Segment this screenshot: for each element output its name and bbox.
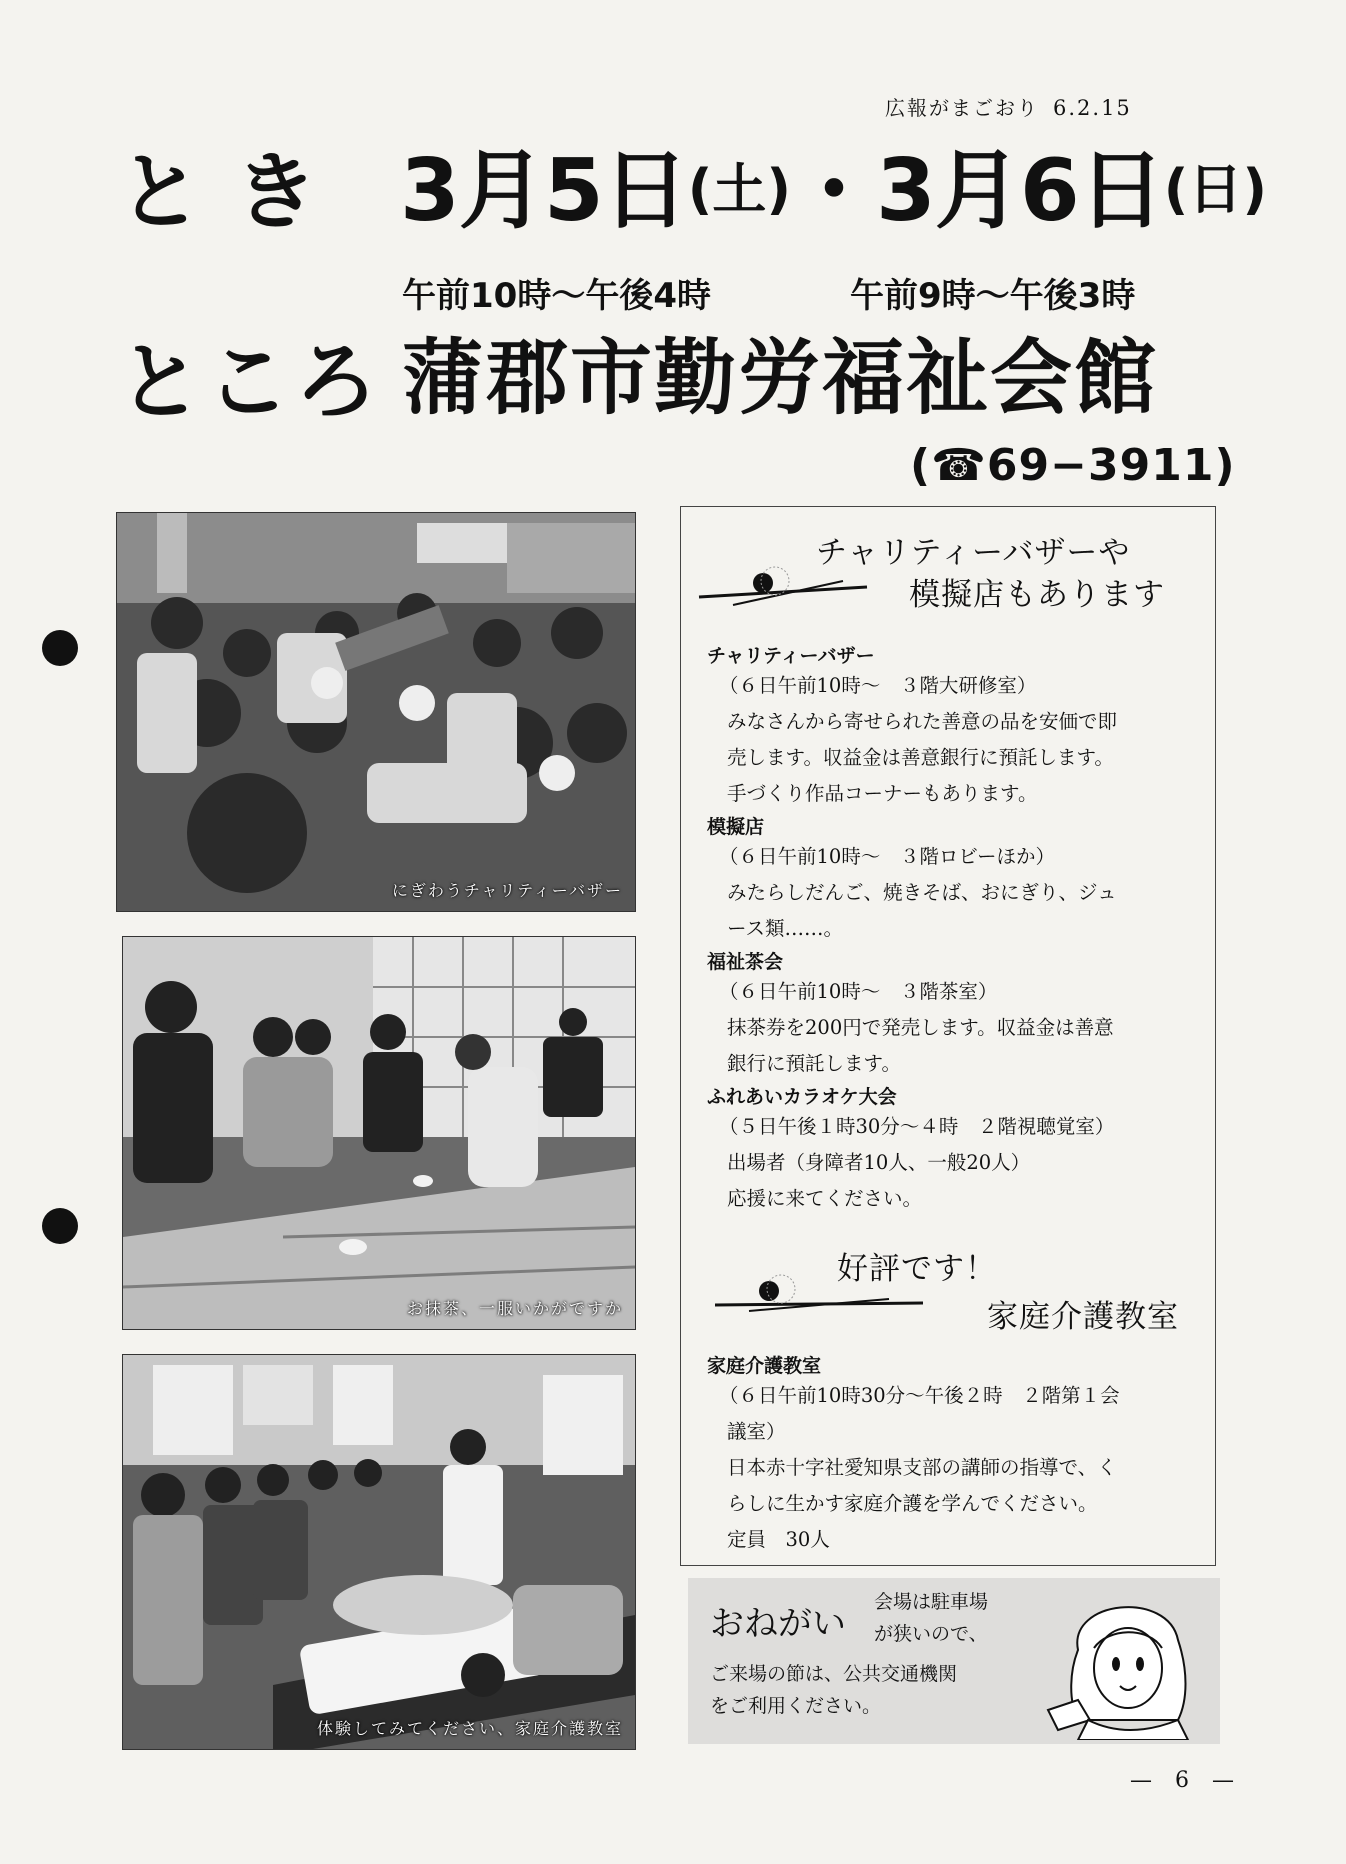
program-item (707, 641, 1207, 812)
program-text: 売します。収益金は善意銀行に預託します。 (727, 746, 1114, 769)
request-box (688, 1578, 1220, 1744)
program-heading: 家庭介護教室 (707, 1355, 822, 1377)
day2-weekday: (日) (1163, 158, 1268, 221)
program-text: 出場者（身障者10人、一般20人） (727, 1151, 1031, 1174)
program-text: らしに生かす家庭介護を学んでください。 (727, 1492, 1098, 1515)
program-heading: 福祉茶会 (707, 951, 784, 973)
program-schedule: （６日午前10時〜 ３階ロビーほか） (719, 845, 1056, 868)
section-title-bazaar: チャリティーバザーや (816, 535, 1131, 571)
program-text: みたらしだんご、焼きそば、おにぎり、ジュ (727, 881, 1117, 904)
section-subtitle-care: 家庭介護教室 (987, 1299, 1179, 1335)
section-title-care: 好評です！ (837, 1251, 997, 1287)
program-schedule: （５日午後１時30分〜４時 ２階視聴覚室） (719, 1115, 1115, 1138)
request-text-line: 会場は駐車場 (874, 1591, 989, 1613)
day2-hours: 午前9時〜午後3時 (850, 276, 1136, 316)
program-heading: 模擬店 (707, 816, 765, 838)
request-text-line: ご来場の節は、公共交通機関 (710, 1663, 958, 1685)
photo-caption: お抹茶、一服いかがですか (406, 1299, 623, 1318)
program-schedule: 議室） (727, 1420, 786, 1443)
issue-date: 6.2.15 (1053, 96, 1132, 120)
binder-hole (42, 630, 78, 666)
request-text-line: が狭いので、 (874, 1623, 988, 1645)
day2: 3月6日 (876, 141, 1164, 241)
event-dates (400, 141, 1268, 241)
program-text: みなさんから寄せられた善意の品を安価で即 (727, 710, 1118, 733)
program-text: 銀行に預託します。 (727, 1052, 901, 1075)
event-info-box (680, 506, 1216, 1566)
page-number: — 6 — (1130, 1768, 1242, 1793)
request-title: おねがい (710, 1604, 846, 1644)
program-schedule: （６日午前10時〜 ３階大研修室） (719, 674, 1037, 697)
program-heading: ふれあいカラオケ大会 (707, 1086, 897, 1108)
day1-weekday: (土) (687, 158, 792, 221)
care-class-info (707, 1351, 1207, 1558)
program-text: 応援に来てください。 (727, 1187, 923, 1210)
photo-home-care-class (122, 1354, 636, 1750)
where-label: ところ (118, 333, 383, 431)
publication-name: 広報がまごおり (885, 96, 1039, 120)
request-text-line: をご利用ください。 (710, 1695, 882, 1717)
day1: 3月5日 (400, 141, 688, 241)
program-item (707, 1082, 1207, 1217)
program-text: 抹茶券を200円で発売します。収益金は善意 (727, 1016, 1114, 1039)
day1-hours: 午前10時〜午後4時 (402, 276, 711, 316)
section-subtitle-bazaar: 模擬店もあります (909, 577, 1165, 613)
program-text: 日本赤十字社愛知県支部の講師の指導で、く (727, 1456, 1117, 1479)
program-heading: チャリティーバザー (707, 645, 875, 667)
binder-hole (42, 1208, 78, 1244)
photo-charity-bazaar (116, 512, 636, 912)
program-schedule: （６日午前10時30分〜午後２時 ２階第１会 (719, 1384, 1120, 1407)
woman-illustration-icon (1038, 1590, 1214, 1740)
photo-caption: にぎわうチャリティーバザー (391, 881, 623, 900)
date-separator: ・ (791, 141, 877, 241)
program-text: 手づくり作品コーナーもあります。 (727, 782, 1038, 805)
photo-caption: 体験してみてください、家庭介護教室 (316, 1719, 623, 1738)
program-item (707, 812, 1207, 947)
issue-header (885, 92, 1132, 121)
venue-phone: (☎69−3911) (910, 440, 1236, 491)
photo-tea-ceremony (122, 936, 636, 1330)
program-text: ース類……。 (727, 917, 844, 940)
program-schedule: （６日午前10時〜 ３階茶室） (719, 980, 998, 1003)
program-item (707, 947, 1207, 1082)
when-label: とき (118, 143, 351, 241)
program-list (707, 641, 1207, 1217)
program-capacity: 定員 30人 (727, 1528, 830, 1551)
venue-name: 蒲郡市勤労福祉会館 (402, 331, 1159, 426)
